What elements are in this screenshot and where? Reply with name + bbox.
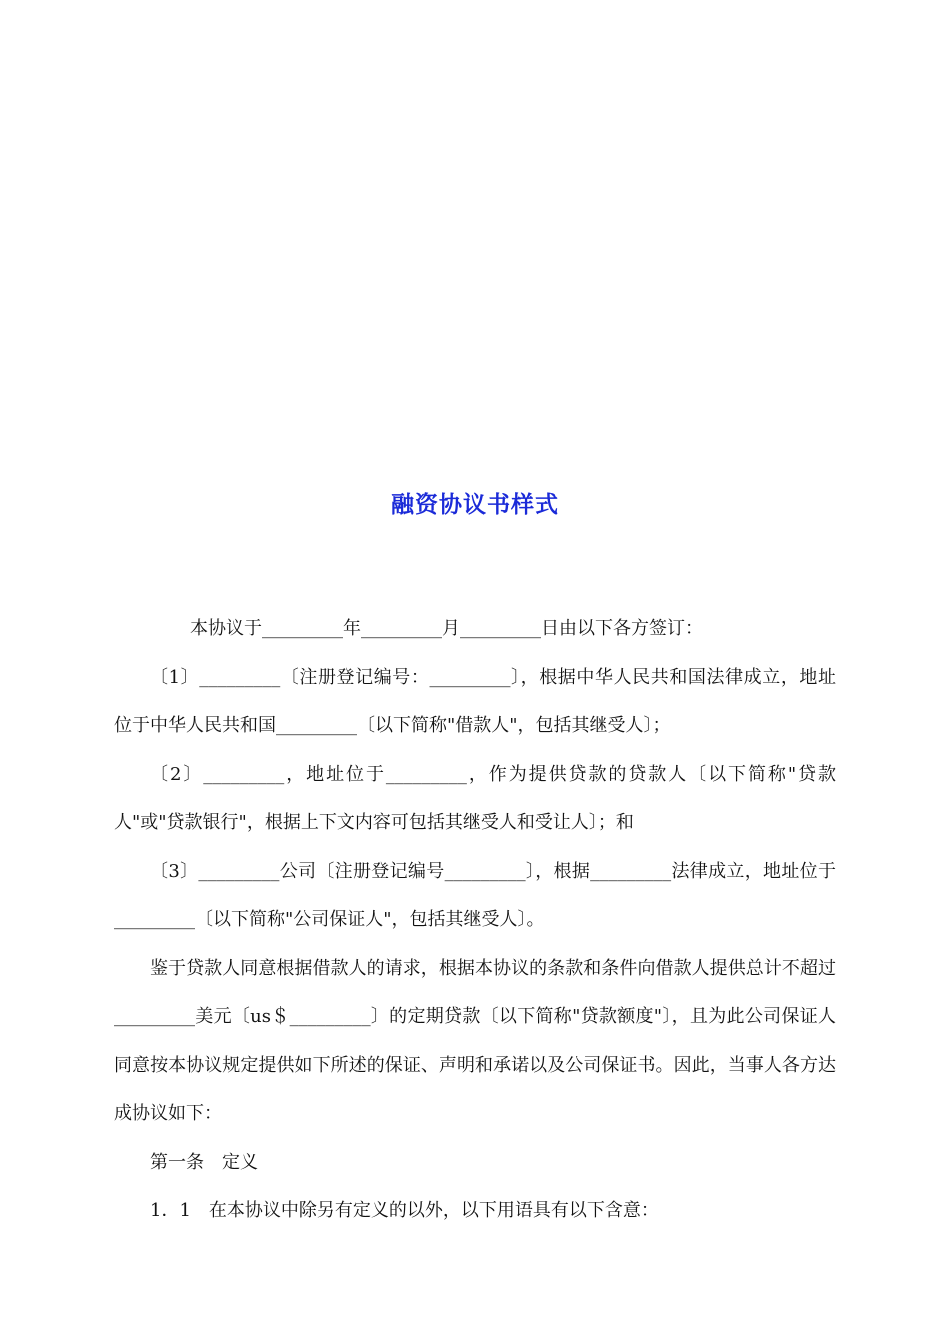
paragraph-party-lender: 〔2〕_________，地址位于_________，作为提供贷款的贷款人〔以下简称"贷款人"或"贷款银行"，根据上下文内容可包括其继受人和受让人〕；和: [114, 763, 836, 833]
paragraph-recital: 鉴于贷款人同意根据借款人的请求，根据本协议的条款和条件向借款人提供总计不超过_________美元〔us＄_________〕的定期贷款〔以下简称"贷款额度"〕，且为此公司保证人同意按本协议规定提供如下所述的保证、声明和承诺以及公司保证书。因此，当事人各方达成协议如下：: [114, 957, 836, 1124]
paragraph-signing-date: 本协议于_________年_________月_________日由以下各方签订：: [190, 618, 703, 639]
document-body: [114, 605, 836, 1236]
paragraph-party-borrower: 〔1〕_________〔注册登记编号：_________〕，根据中华人民共和国法律成立，地址位于中华人民共和国_________〔以下简称"借款人"，包括其继受人〕；: [114, 666, 836, 736]
article-heading: 第一条 定义: [150, 1151, 258, 1173]
paragraph-party-guarantor: 〔3〕_________公司〔注册登记编号_________〕，根据_________法律成立，地址位于_________〔以下简称"公司保证人"，包括其继受人〕。: [114, 860, 836, 930]
document-title: 融资协议书样式: [391, 492, 559, 518]
clause-1-1: 1．1 在本协议中除另有定义的以外，以下用语具有以下含意：: [150, 1200, 659, 1221]
